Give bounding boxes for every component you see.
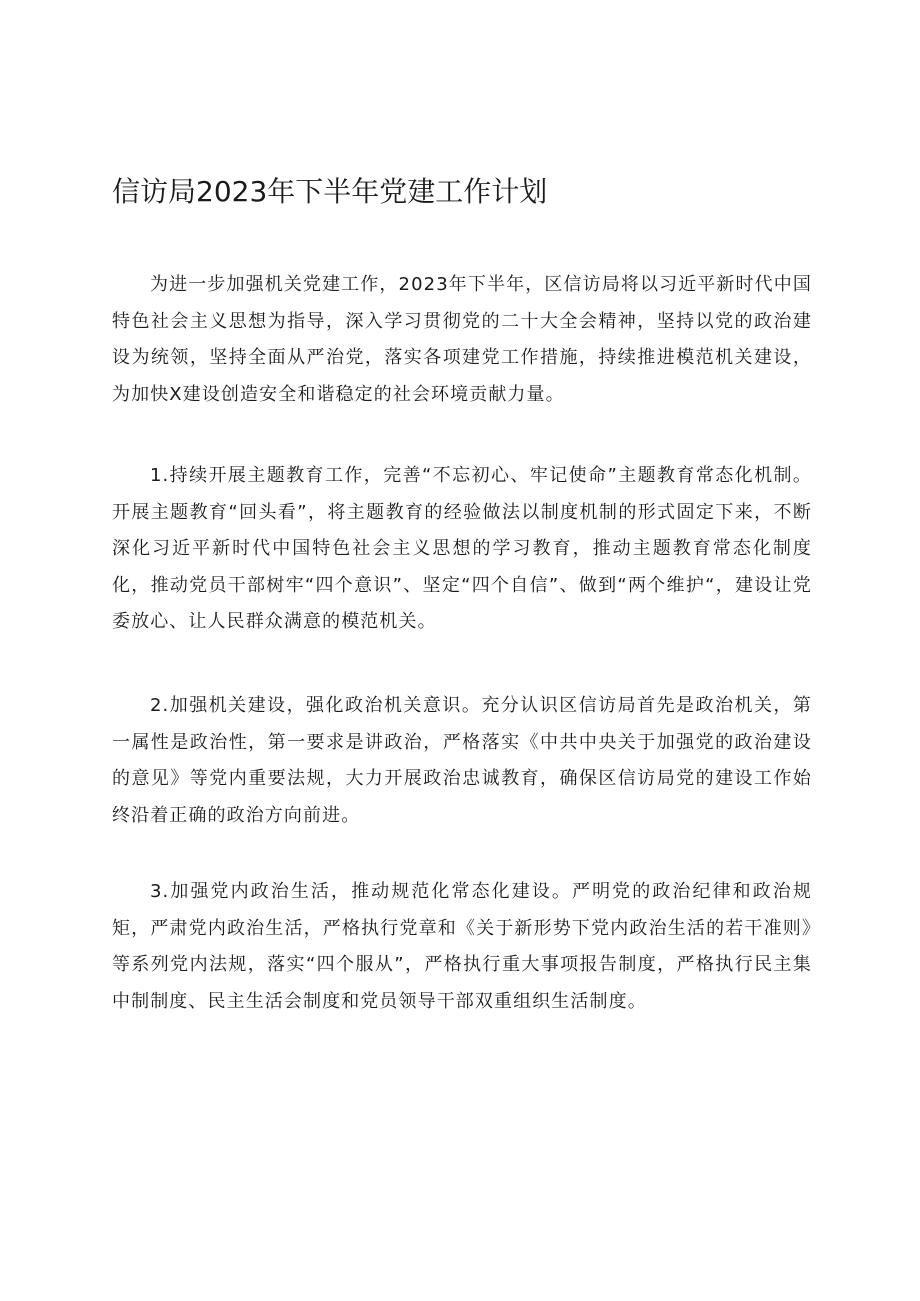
paragraph-text: 1.持续开展主题教育工作，完善“不忘初心、牢记使命”主题教育常态化机制。开展主题教育“回头看”，将主题教育的经验做法以制度机制的形式固定下来，不断深化习近平新时代中国特色社会主义思想的学习教育，推动主题教育常态化制度化，推动党员干部树牢“四个意识”、坚定“四个自信”、做到“两个维护“，建设让党委放心、让人民群众满意的模范机关。	[112, 465, 812, 632]
document-title: 信访局2023年下半年党建工作计划	[112, 175, 548, 208]
paragraph-text: 3.加强党内政治生活，推动规范化常态化建设。严明党的政治纪律和政治规矩，严肃党内政治生活，严格执行党章和《关于新形势下党内政治生活的若干准则》等系列党内法规，落实“四个服从”，严格执行重大事项报告制度，严格执行民主集中制制度、民主生活会制度和党员领导干部双重组织生活制度。	[112, 881, 812, 1012]
paragraph-item-1	[112, 458, 812, 641]
paragraph-item-2	[112, 688, 812, 834]
paragraph-intro	[112, 267, 812, 413]
paragraph-text: 2.加强机关建设，强化政治机关意识。充分认识区信访局首先是政治机关，第一属性是政治性，第一要求是讲政治，严格落实《中共中央关于加强党的政治建设的意见》等党内重要法规，大力开展政治忠诚教育，确保区信访局党的建设工作始终沿着正确的政治方向前进。	[112, 695, 812, 826]
paragraph-text: 为进一步加强机关党建工作，2023年下半年，区信访局将以习近平新时代中国特色社会主义思想为指导，深入学习贯彻党的二十大全会精神，坚持以党的政治建设为统领，坚持全面从严治党，落实各项建党工作措施，持续推进模范机关建设，为加快X建设创造安全和谐稳定的社会环境贡献力量。	[112, 274, 812, 405]
paragraph-item-3	[112, 874, 812, 1020]
